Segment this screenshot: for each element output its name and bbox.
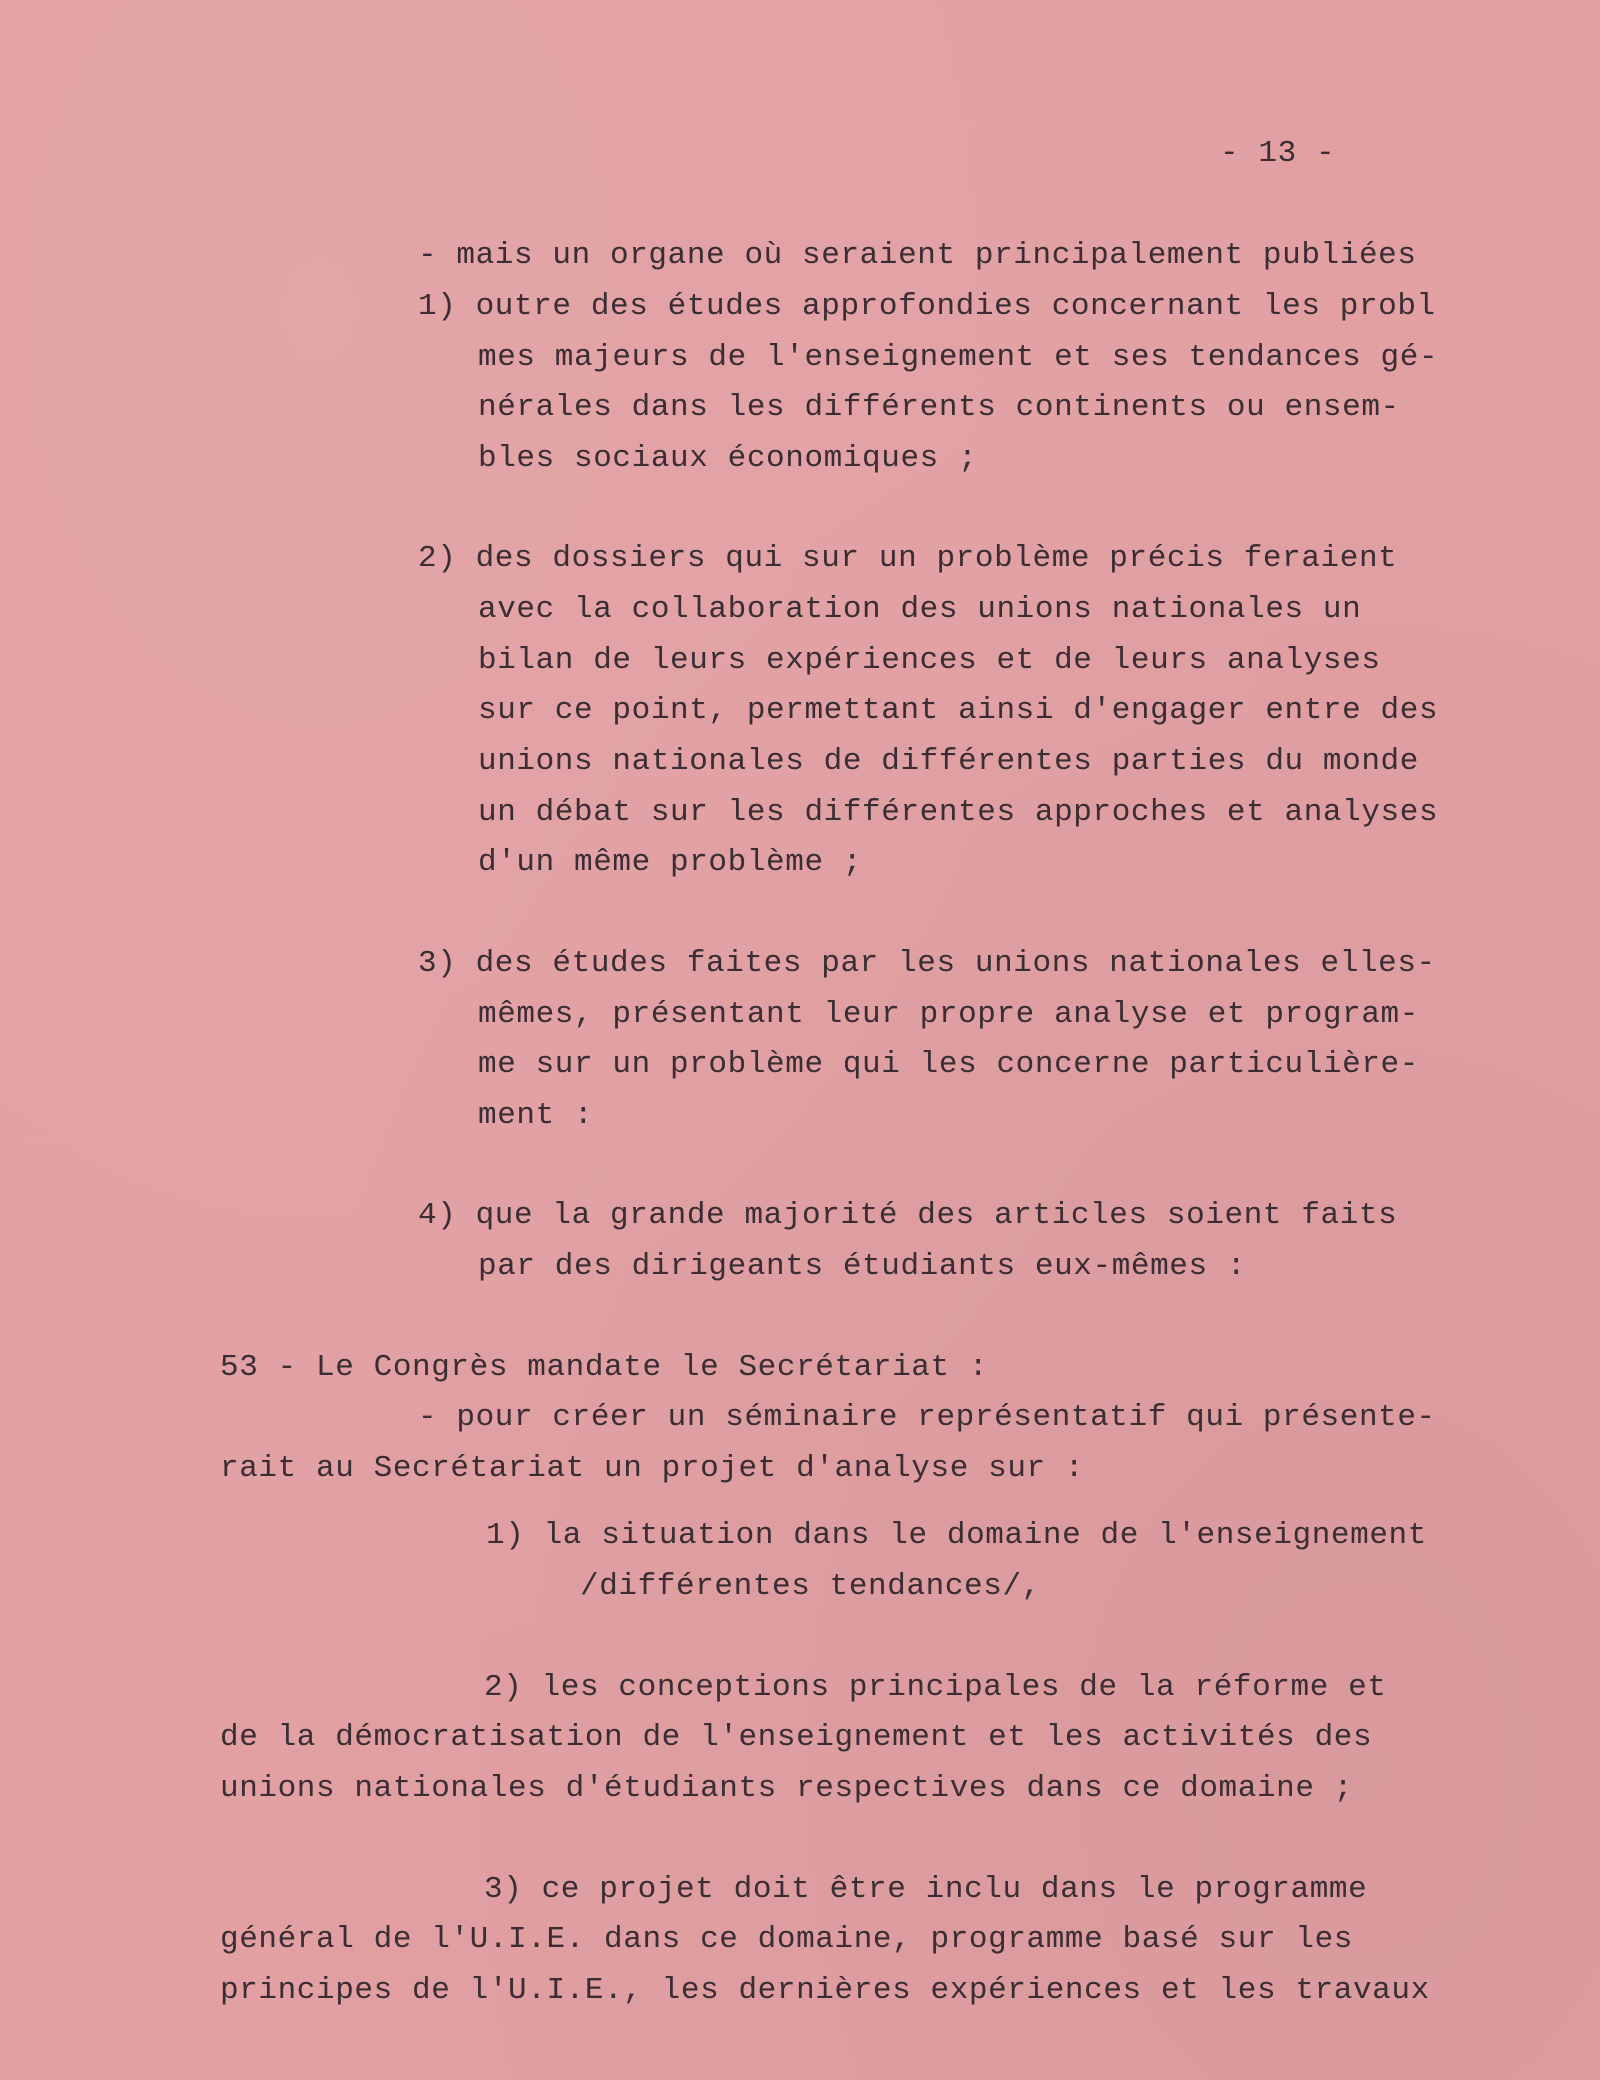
- text-line: /différentes tendances/,: [580, 1569, 1041, 1604]
- text-line: par des dirigeants étudiants eux-mêmes :: [478, 1249, 1247, 1284]
- text-line: 2) des dossiers qui sur un problème précis feraient: [418, 541, 1398, 576]
- text-line: 53 - Le Congrès mandate le Secrétariat :: [220, 1350, 989, 1385]
- text-line: - pour créer un séminaire représentatif qui présente-: [418, 1400, 1436, 1435]
- text-line: unions nationales de différentes parties du monde: [478, 744, 1419, 779]
- text-line: général de l'U.I.E. dans ce domaine, programme basé sur les: [220, 1922, 1353, 1957]
- text-line: 2) les conceptions principales de la réforme et: [484, 1670, 1387, 1705]
- text-line: ment :: [478, 1098, 594, 1133]
- text-line: un débat sur les différentes approches et analyses: [478, 795, 1439, 830]
- text-line: 4) que la grande majorité des articles soient faits: [418, 1198, 1398, 1233]
- text-line: principes de l'U.I.E., les dernières expériences et les travaux: [220, 1973, 1430, 2008]
- text-line: de la démocratisation de l'enseignement et les activités des: [220, 1720, 1373, 1755]
- text-line: 1) la situation dans le domaine de l'enseignement: [486, 1518, 1427, 1553]
- text-line: d'un même problème ;: [478, 845, 863, 880]
- text-line: 3) des études faites par les unions nationales elles-: [418, 946, 1436, 981]
- page-number: - 13 -: [1220, 136, 1336, 171]
- text-line: 1) outre des études approfondies concernant les probl: [418, 289, 1436, 324]
- text-line: bilan de leurs expériences et de leurs analyses: [478, 643, 1381, 678]
- text-line: rait au Secrétariat un projet d'analyse sur :: [220, 1451, 1085, 1486]
- text-line: me sur un problème qui les concerne particulière-: [478, 1047, 1419, 1082]
- text-line: bles sociaux économiques ;: [478, 441, 978, 476]
- text-line: avec la collaboration des unions nationales un: [478, 592, 1362, 627]
- text-line: unions nationales d'étudiants respectives dans ce domaine ;: [220, 1771, 1353, 1806]
- text-line: mes majeurs de l'enseignement et ses tendances gé-: [478, 340, 1439, 375]
- text-line: - mais un organe où seraient principalement publiées: [418, 238, 1417, 273]
- text-line: mêmes, présentant leur propre analyse et program-: [478, 997, 1419, 1032]
- text-line: nérales dans les différents continents ou ensem-: [478, 390, 1400, 425]
- text-line: 3) ce projet doit être inclu dans le programme: [484, 1872, 1368, 1907]
- text-line: sur ce point, permettant ainsi d'engager entre des: [478, 693, 1439, 728]
